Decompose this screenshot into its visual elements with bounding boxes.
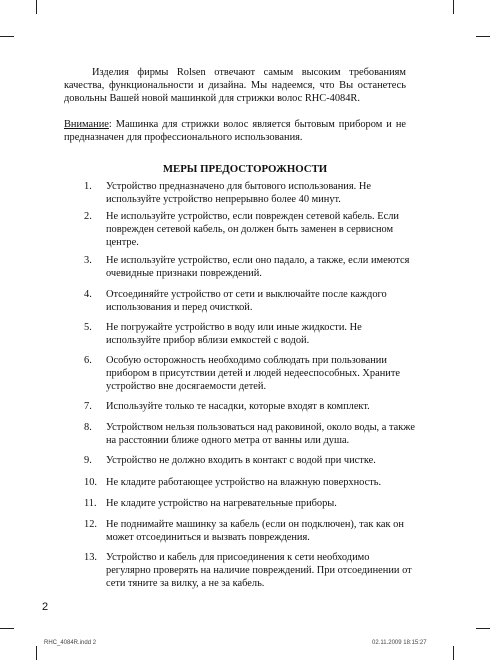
- item-number: 1.: [84, 181, 92, 192]
- intro-section: [64, 66, 406, 144]
- list-item: [84, 421, 416, 447]
- item-number: 4.: [84, 289, 92, 300]
- item-text: Устройство и кабель для присоединения к сети необходимо регулярно проверять на наличие повреждений. При отсоединении от сети тяните за вилку, а не за кабель.: [106, 552, 412, 590]
- crop-mark: [476, 628, 490, 629]
- item-number: 9.: [84, 455, 92, 466]
- list-item: [84, 210, 416, 250]
- item-number: 6.: [84, 355, 92, 366]
- list-item: [84, 254, 416, 280]
- list-item: [84, 551, 416, 591]
- crop-mark: [36, 646, 37, 660]
- item-number: 7.: [84, 401, 92, 412]
- warning-paragraph: [64, 118, 406, 144]
- list-item: [84, 321, 416, 347]
- item-text: Не используйте устройство, если оно падало, а также, если имеются очевидные признаки повреждений.: [106, 255, 410, 280]
- warning-label: Внимание: [64, 119, 109, 130]
- page-number: 2: [42, 601, 49, 613]
- crop-mark: [453, 646, 454, 660]
- item-text: Особую осторожность необходимо соблюдать при пользовании прибором в присутствии детей и людей недееспособных. Храните устройство вне досягаемости детей.: [106, 355, 400, 393]
- item-number: 11.: [84, 498, 97, 509]
- list-item: [84, 354, 416, 394]
- list-item: [84, 400, 416, 413]
- item-number: 5.: [84, 322, 92, 333]
- item-number: 10.: [84, 477, 97, 488]
- crop-mark: [0, 628, 14, 629]
- crop-mark: [36, 0, 37, 14]
- item-number: 2.: [84, 211, 92, 222]
- item-number: 8.: [84, 422, 92, 433]
- list-item: [84, 180, 416, 206]
- item-text: Не кладите устройство на нагревательные приборы.: [106, 498, 337, 509]
- section-heading: МЕРЫ ПРЕДОСТОРОЖНОСТИ: [162, 163, 328, 175]
- intro-paragraph: Изделия фирмы Rolsen отвечают самым высоким требованиям качества, функциональности и дизайна. Мы надеемся, что Вы останетесь довольны Вашей новой машинкой для стрижки волос RHC-4084R.: [64, 67, 406, 104]
- item-text: Не кладите работающее устройство на влажную поверхность.: [106, 477, 382, 488]
- list-item: [84, 518, 416, 544]
- list-item: [84, 476, 416, 489]
- item-text: Устройством нельзя пользоваться над раковиной, около воды, а также на расстоянии ближе одного метра от ванны или душа.: [106, 422, 415, 447]
- item-number: 3.: [84, 255, 92, 266]
- item-text: Используйте только те насадки, которые входят в комплект.: [106, 401, 370, 412]
- item-text: Не используйте устройство, если поврежден сетевой кабель. Если поврежден сетевой кабель, он должен быть заменен в сервисном центре.: [106, 211, 399, 249]
- list-item: [84, 288, 416, 314]
- footer-file: RHC_4084R.indd 2: [44, 640, 97, 646]
- crop-mark: [453, 0, 454, 14]
- item-text: Не поднимайте машинку за кабель (если он подключен), так как он может отсоединиться и вызвать повреждения.: [106, 519, 404, 544]
- crop-mark: [476, 36, 490, 37]
- list-item: [84, 454, 416, 467]
- footer-datetime: 02.11.2009 18:15:27: [372, 640, 427, 646]
- item-text: Отсоединяйте устройство от сети и выключайте после каждого использования и перед очисткой.: [106, 289, 387, 314]
- item-text: Устройство не должно входить в контакт с водой при чистке.: [106, 455, 376, 466]
- list-item: [84, 497, 416, 510]
- crop-mark: [0, 36, 14, 37]
- item-number: 13.: [84, 552, 97, 563]
- item-number: 12.: [84, 519, 97, 530]
- item-text: Не погружайте устройство в воду или иные жидкости. Не используйте прибор вблизи емкостей с водой.: [106, 322, 362, 347]
- warning-text: : Машинка для стрижки волос является бытовым прибором и не предназначен для профессионального использования.: [64, 119, 406, 143]
- item-text: Устройство предназначено для бытового использования. Не используйте устройство непрерывно более 40 минут.: [106, 181, 371, 206]
